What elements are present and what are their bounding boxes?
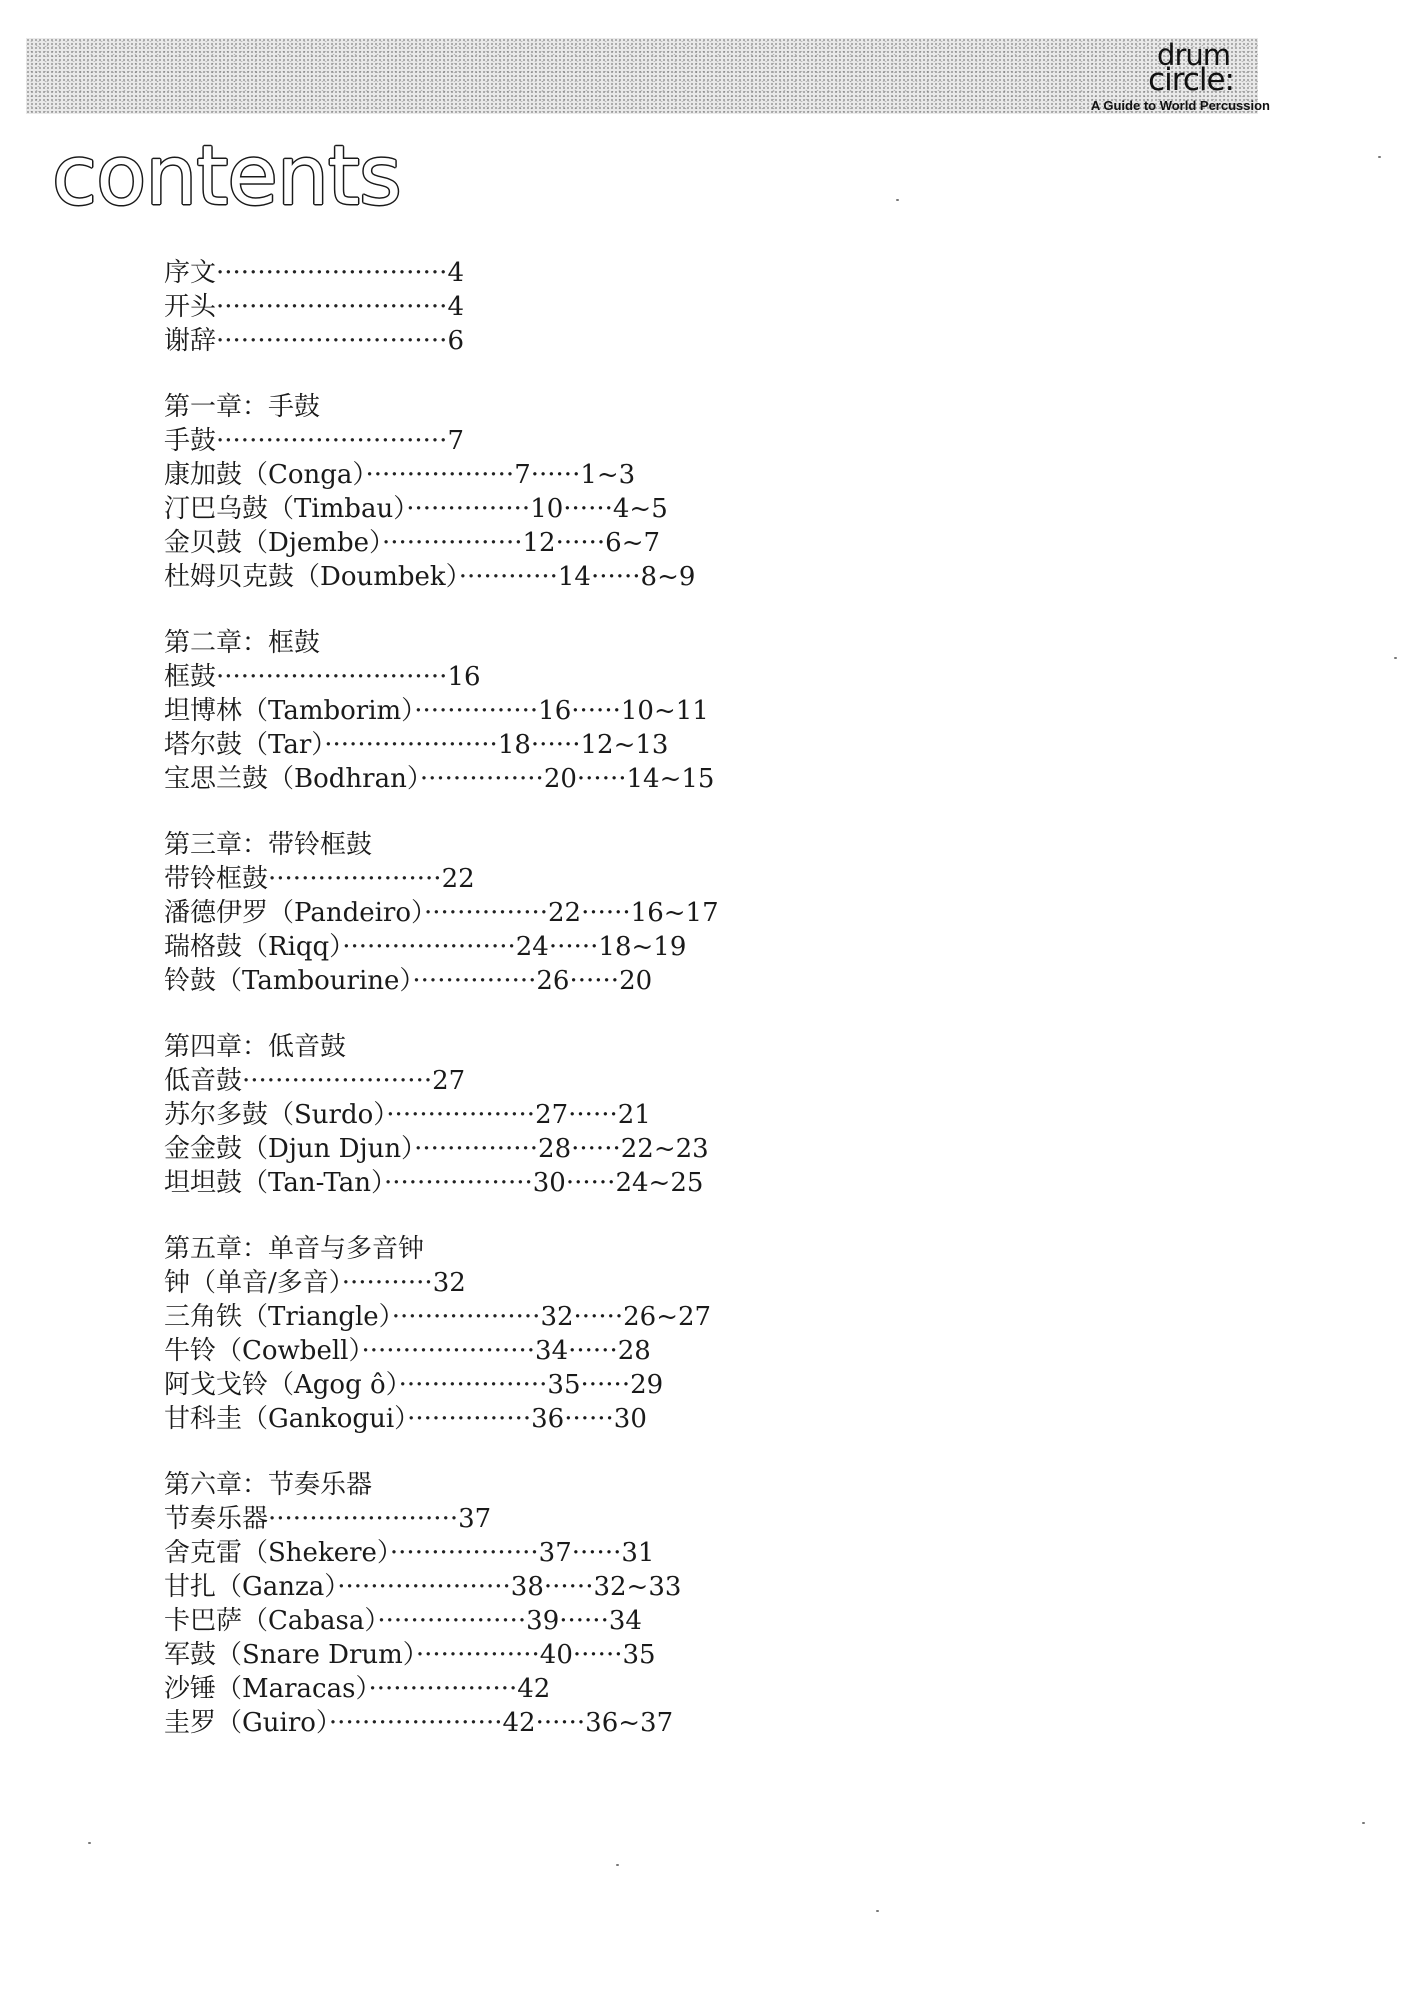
toc-entry-label: 康加鼓（Conga） — [164, 460, 366, 490]
toc-entry — [164, 660, 884, 694]
toc-entry-label: 节奏乐器 — [164, 1504, 269, 1534]
section-gap — [164, 998, 884, 1030]
toc-page-number: 10 — [530, 494, 564, 524]
toc-entry — [164, 1604, 884, 1638]
toc-demo-tracks: ······24~25 — [565, 1168, 704, 1198]
toc-entry-label: 瑞格鼓（Riqq） — [164, 932, 343, 962]
toc-demo-tracks: ······36~37 — [535, 1708, 674, 1738]
toc-entry-label: 手鼓 — [164, 426, 217, 456]
toc-entry-label: 潘德伊罗（Pandeiro） — [164, 898, 425, 928]
toc-demo-tracks: ······20 — [569, 966, 653, 996]
toc-leader-dots: ·················· — [368, 1674, 518, 1704]
toc-page-number: 27 — [432, 1066, 466, 1096]
toc-entry — [164, 290, 884, 324]
scan-speck — [876, 1910, 879, 1912]
toc-entry — [164, 526, 884, 560]
toc-entry — [164, 1502, 884, 1536]
toc-entry-label: 圭罗（Guiro） — [164, 1708, 329, 1738]
toc-demo-tracks: ······21 — [568, 1100, 651, 1130]
toc-page-number: 4 — [447, 258, 464, 288]
toc-demo-tracks: ······6~7 — [555, 528, 661, 558]
toc-leader-dots: ··············· — [424, 898, 548, 928]
scan-speck — [616, 1864, 619, 1866]
toc-page-number: 34 — [535, 1336, 569, 1366]
toc-page-number: 32 — [432, 1268, 466, 1298]
toc-leader-dots: ····················· — [324, 730, 498, 760]
toc-demo-tracks: ······14~15 — [576, 764, 715, 794]
scan-speck — [1378, 156, 1381, 158]
toc-entry-label: 框鼓 — [164, 662, 217, 692]
scan-speck — [1394, 657, 1397, 659]
toc-page-number: 28 — [538, 1134, 572, 1164]
toc-leader-dots: ······················· — [242, 1066, 433, 1096]
toc-entry-label: 塔尔鼓（Tar） — [164, 730, 325, 760]
toc-entry — [164, 1672, 884, 1706]
toc-page-number: 39 — [526, 1606, 560, 1636]
toc-demo-tracks: ······34 — [559, 1606, 642, 1636]
toc-entry-label: 军鼓（Snare Drum） — [164, 1640, 416, 1670]
toc-entry-label: 汀巴乌鼓（Timbau） — [164, 494, 407, 524]
toc-entry — [164, 1132, 884, 1166]
toc-page-number: 40 — [539, 1640, 573, 1670]
toc-demo-tracks: ······4~5 — [563, 494, 668, 524]
toc-page-number: 16 — [447, 662, 481, 692]
toc-demo-tracks: ······12~13 — [530, 730, 669, 760]
toc-entry — [164, 256, 884, 290]
toc-entry-label: 开头 — [164, 292, 217, 322]
toc-leader-dots: ··············· — [412, 966, 537, 996]
toc-entry-label: 苏尔多鼓（Surdo） — [164, 1100, 387, 1130]
toc-demo-tracks: ······22~23 — [571, 1134, 709, 1164]
toc-entry — [164, 1706, 884, 1740]
toc-entry — [164, 1064, 884, 1098]
toc-page-number: 20 — [543, 764, 577, 794]
toc-entry-label: 金贝鼓（Djembe） — [164, 528, 382, 558]
toc-leader-dots: ·················· — [386, 1100, 536, 1130]
toc-page-number: 22 — [441, 864, 475, 894]
section-gap — [164, 594, 884, 626]
toc-leader-dots: ·················· — [391, 1302, 541, 1332]
toc-demo-tracks: ······16~17 — [581, 898, 719, 928]
toc-entry — [164, 1166, 884, 1200]
toc-entry-label: 谢辞 — [164, 326, 217, 356]
brand-line1: drum — [1157, 38, 1230, 72]
toc-entry — [164, 728, 884, 762]
toc-page-number: 16 — [538, 696, 572, 726]
toc-leader-dots: ····················· — [268, 864, 442, 894]
toc-leader-dots: ···························· — [216, 292, 448, 322]
scan-speck — [1362, 1822, 1365, 1824]
toc-entry-label: 铃鼓（Tambourine） — [164, 966, 413, 996]
table-of-contents — [164, 256, 884, 1740]
toc-entry-label: 坦坦鼓（Tan-Tan） — [164, 1168, 384, 1198]
toc-demo-tracks: ······32~33 — [543, 1572, 682, 1602]
brand-tagline: A Guide to World Percussion — [1090, 98, 1270, 113]
toc-leader-dots: ······················· — [268, 1504, 459, 1534]
toc-leader-dots: ····················· — [361, 1336, 536, 1366]
toc-entry — [164, 1098, 884, 1132]
toc-entry — [164, 896, 884, 930]
toc-leader-dots: ··············· — [414, 1134, 539, 1164]
toc-page-number: 32 — [540, 1302, 574, 1332]
toc-leader-dots: ·················· — [365, 460, 515, 490]
toc-entry — [164, 1638, 884, 1672]
toc-leader-dots: ···························· — [216, 426, 448, 456]
toc-leader-dots: ·················· — [377, 1606, 527, 1636]
toc-demo-tracks: ······18~19 — [548, 932, 687, 962]
toc-entry — [164, 930, 884, 964]
toc-entry — [164, 492, 884, 526]
chapter-heading: 第六章：节奏乐器 — [164, 1470, 373, 1500]
toc-page-number: 12 — [522, 528, 556, 558]
toc-entry-label: 钟（单音/多音） — [164, 1268, 342, 1298]
toc-entry — [164, 762, 884, 796]
toc-entry — [164, 862, 884, 896]
toc-entry-label: 坦博林（Tamborim） — [164, 696, 415, 726]
toc-page-number: 35 — [547, 1370, 581, 1400]
toc-page-number: 7 — [447, 426, 464, 456]
toc-page-number: 37 — [458, 1504, 492, 1534]
section-gap — [164, 796, 884, 828]
toc-page-number: 30 — [532, 1168, 566, 1198]
toc-page-number: 27 — [535, 1100, 569, 1130]
scan-speck — [88, 1842, 91, 1844]
toc-leader-dots: ··········· — [341, 1268, 433, 1298]
toc-leader-dots: ·················· — [398, 1370, 548, 1400]
toc-page-number: 26 — [536, 966, 570, 996]
toc-page-number: 38 — [510, 1572, 544, 1602]
toc-entry-label: 阿戈戈铃（Agog ô） — [164, 1370, 399, 1400]
toc-demo-tracks: ······10~11 — [571, 696, 709, 726]
toc-page-number: 42 — [502, 1708, 536, 1738]
chapter-heading: 第三章：带铃框鼓 — [164, 830, 373, 860]
toc-entry — [164, 1368, 884, 1402]
toc-leader-dots: ············ — [458, 562, 558, 592]
toc-demo-tracks: ······30 — [564, 1404, 647, 1434]
toc-entry-label: 宝思兰鼓（Bodhran） — [164, 764, 420, 794]
toc-demo-tracks: ······26~27 — [573, 1302, 712, 1332]
toc-page-number: 14 — [557, 562, 591, 592]
toc-entry-label: 序文 — [164, 258, 217, 288]
toc-leader-dots: ··············· — [419, 764, 544, 794]
toc-entry — [164, 424, 884, 458]
toc-entry-label: 沙锤（Maracas） — [164, 1674, 369, 1704]
toc-leader-dots: ·················· — [384, 1168, 533, 1198]
toc-page-number: 37 — [538, 1538, 572, 1568]
toc-entry-label: 舍克雷（Shekere） — [164, 1538, 390, 1568]
toc-page-number: 4 — [447, 292, 464, 322]
toc-leader-dots: ·················· — [389, 1538, 539, 1568]
toc-entry — [164, 694, 884, 728]
section-gap — [164, 1436, 884, 1468]
chapter-heading: 第一章：手鼓 — [164, 392, 321, 422]
toc-entry — [164, 560, 884, 594]
section-gap — [164, 358, 884, 390]
toc-leader-dots: ··············· — [406, 494, 531, 524]
toc-entry-label: 卡巴萨（Cabasa） — [164, 1606, 378, 1636]
toc-entry-label: 金金鼓（Djun Djun） — [164, 1134, 415, 1164]
toc-demo-tracks: ······28 — [568, 1336, 651, 1366]
toc-leader-dots: ··············· — [415, 1640, 540, 1670]
toc-leader-dots: ···························· — [216, 662, 448, 692]
toc-entry — [164, 1266, 884, 1300]
toc-entry — [164, 1536, 884, 1570]
toc-page-number: 36 — [531, 1404, 565, 1434]
toc-entry — [164, 1300, 884, 1334]
toc-page-number: 18 — [497, 730, 531, 760]
toc-entry — [164, 1334, 884, 1368]
toc-page-number: 7 — [514, 460, 531, 490]
toc-demo-tracks: ······31 — [571, 1538, 655, 1568]
toc-page-number: 24 — [515, 932, 549, 962]
toc-entry — [164, 324, 884, 358]
toc-leader-dots: ···························· — [216, 258, 448, 288]
brand-logo — [1040, 40, 1270, 114]
toc-page-number: 6 — [447, 326, 464, 356]
section-gap — [164, 1200, 884, 1232]
toc-entry-label: 低音鼓 — [164, 1066, 243, 1096]
brand-line2: circle: — [1148, 62, 1234, 98]
toc-entry — [164, 1402, 884, 1436]
toc-demo-tracks: ······8~9 — [590, 562, 696, 592]
toc-page-number: 22 — [548, 898, 582, 928]
toc-entry-label: 杜姆贝克鼓（Doumbek） — [164, 562, 459, 592]
toc-leader-dots: ···························· — [216, 326, 448, 356]
toc-entry — [164, 458, 884, 492]
toc-demo-tracks: ······29 — [580, 1370, 664, 1400]
toc-leader-dots: ··············· — [414, 696, 539, 726]
toc-entry — [164, 964, 884, 998]
toc-leader-dots: ··············· — [407, 1404, 532, 1434]
chapter-heading: 第二章：框鼓 — [164, 628, 321, 658]
toc-leader-dots: ····················· — [342, 932, 516, 962]
toc-leader-dots: ················· — [381, 528, 523, 558]
toc-demo-tracks: ······35 — [572, 1640, 656, 1670]
scan-speck — [896, 199, 899, 201]
toc-demo-tracks: ······1~3 — [530, 460, 636, 490]
toc-page-number: 42 — [517, 1674, 551, 1704]
toc-leader-dots: ····················· — [328, 1708, 503, 1738]
chapter-heading: 第四章：低音鼓 — [164, 1032, 347, 1062]
toc-entry-label: 三角铁（Triangle） — [164, 1302, 392, 1332]
toc-entry-label: 带铃框鼓 — [164, 864, 269, 894]
toc-leader-dots: ····················· — [337, 1572, 511, 1602]
chapter-heading: 第五章：单音与多音钟 — [164, 1234, 425, 1264]
page-title: contents — [52, 129, 401, 224]
toc-entry — [164, 1570, 884, 1604]
toc-entry-label: 牛铃（Cowbell） — [164, 1336, 362, 1366]
toc-entry-label: 甘科圭（Gankogui） — [164, 1404, 408, 1434]
toc-entry-label: 甘扎（Ganza） — [164, 1572, 338, 1602]
